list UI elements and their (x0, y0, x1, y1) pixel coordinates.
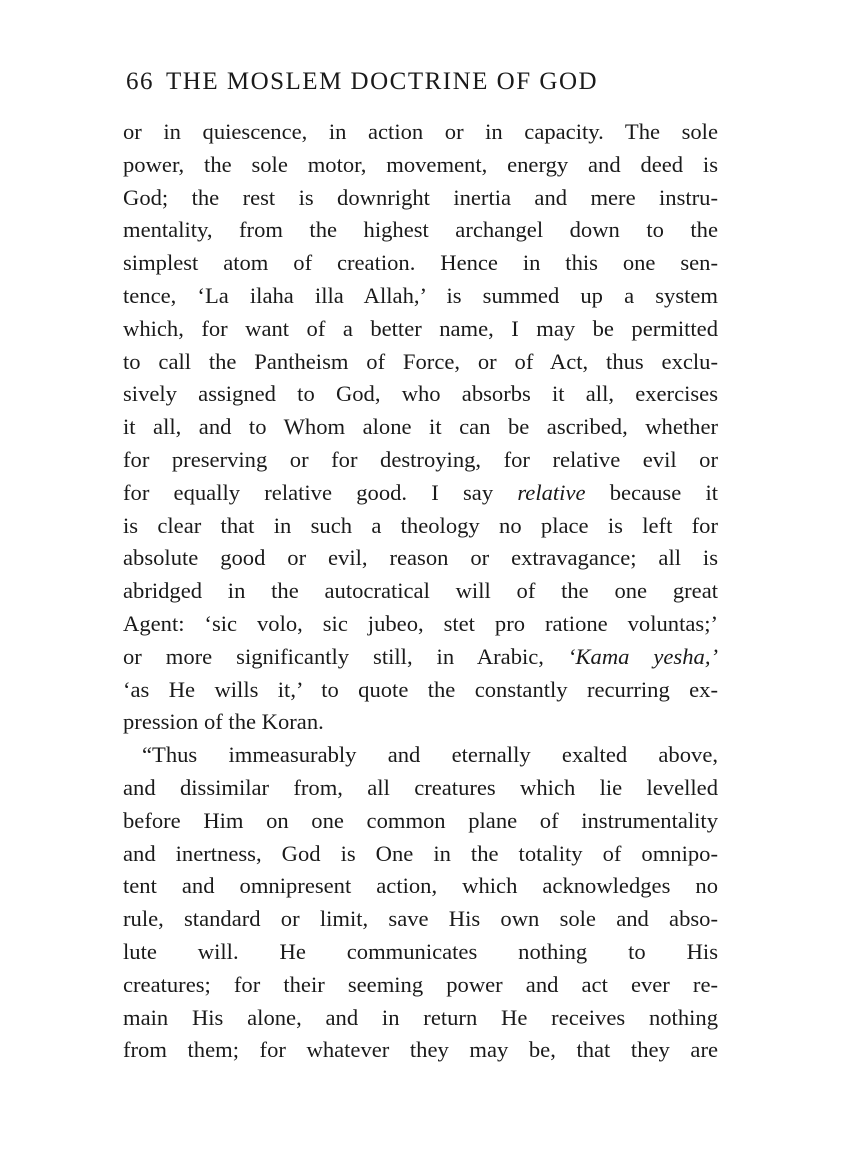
text-line: absolute good or evil, reason or extravagance; all is (123, 545, 718, 571)
text-run: because it (585, 479, 718, 505)
text-run: or more significantly still, in Arabic, (123, 643, 568, 669)
paragraph-first-line: “Thus immeasurably and eternally exalted above, (142, 742, 718, 768)
book-page (123, 62, 718, 1067)
text-line: power, the sole motor, movement, energy and deed is (123, 151, 718, 177)
text-line: from them; for whatever they may be, that they are (123, 1037, 718, 1063)
text-line: mentality, from the highest archangel down to the (123, 217, 718, 243)
italic-phrase: ‘Kama yesha,’ (567, 643, 718, 669)
text-run: for equally relative good. I say (123, 479, 518, 505)
text-line: is clear that in such a theology no place is left for (123, 512, 718, 538)
text-line: pression of the Koran. (123, 709, 324, 735)
text-line: abridged in the autocratical will of the one great (123, 578, 718, 604)
text-line-with-italic (123, 477, 718, 510)
text-line: ‘as He wills it,’ to quote the constantly recurring ex- (123, 676, 718, 702)
text-line: creatures; for their seeming power and act ever re- (123, 971, 718, 997)
italic-word: relative (517, 479, 586, 505)
text-line: before Him on one common plane of instrumentality (123, 807, 718, 833)
running-head (126, 62, 718, 102)
page-number: 66 (126, 68, 154, 95)
text-line: and dissimilar from, all creatures which lie levelled (123, 774, 718, 800)
text-line: God; the rest is downright inertia and mere instru- (123, 184, 718, 210)
text-line: which, for want of a better name, I may be permitted (123, 315, 718, 341)
text-line: simplest atom of creation. Hence in this one sen- (123, 250, 718, 276)
text-line: lute will. He communicates nothing to His (123, 938, 718, 964)
text-line: for preserving or for destroying, for relative evil or (123, 446, 718, 472)
text-line: rule, standard or limit, save His own sole and abso- (123, 906, 718, 932)
text-line: it all, and to Whom alone it can be ascribed, whether (123, 414, 718, 440)
text-line: main His alone, and in return He receives nothing (123, 1004, 718, 1030)
text-line: or in quiescence, in action or in capacity. The sole (123, 119, 718, 144)
running-title: THE MOSLEM DOCTRINE OF GOD (166, 68, 599, 95)
body-text (123, 116, 718, 1067)
text-line: tence, ‘La ilaha illa Allah,’ is summed up a system (123, 282, 718, 308)
text-line: tent and omnipresent action, which acknowledges no (123, 873, 718, 899)
text-line-with-italic (123, 641, 718, 674)
text-line: to call the Pantheism of Force, or of Act, thus exclu- (123, 348, 718, 374)
text-line: Agent: ‘sic volo, sic jubeo, stet pro ratione voluntas;’ (123, 610, 718, 636)
text-line: and inertness, God is One in the totality of omnipo- (123, 840, 718, 866)
text-line: sively assigned to God, who absorbs it all, exercises (123, 381, 718, 407)
